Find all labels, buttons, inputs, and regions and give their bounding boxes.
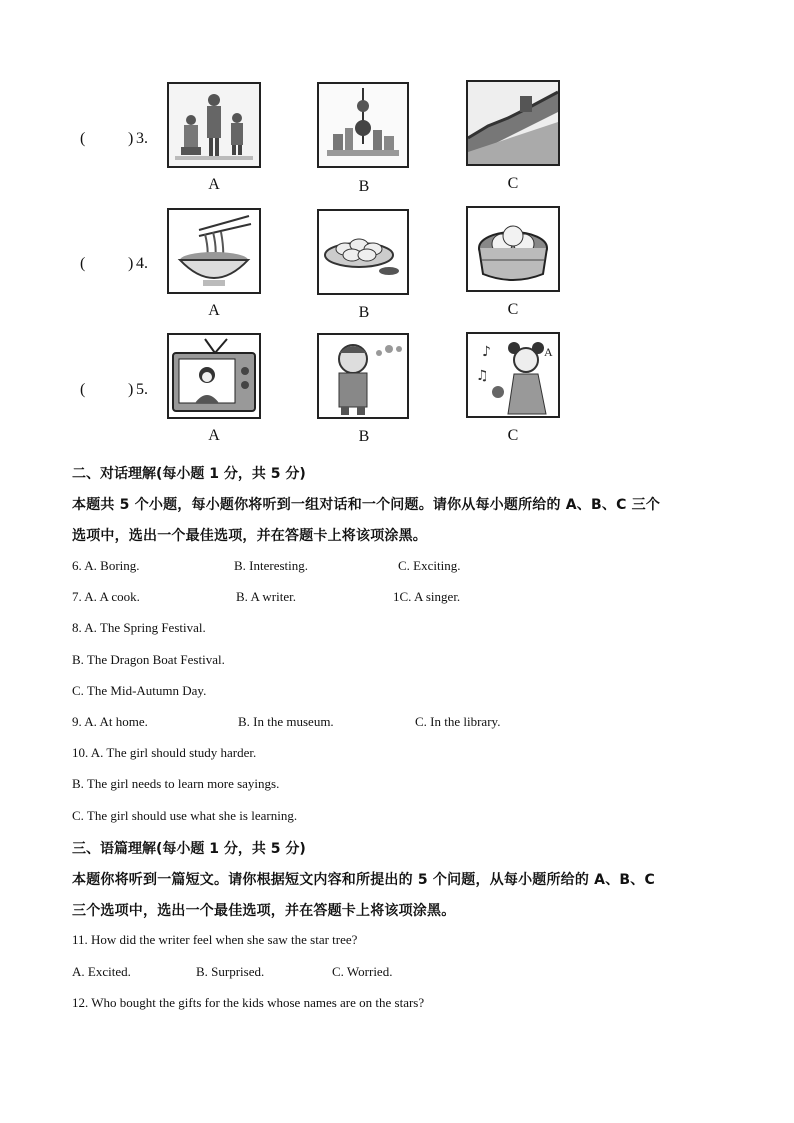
- q9-option-a: 9. A. At home.: [72, 714, 148, 729]
- q12-question: 12. Who bought the gifts for the kids whose names are on the stars?: [72, 995, 425, 1010]
- section-2-instruction-line-1: 本题共 5 个小题，每小题你将听到一组对话和一个问题。请你从每小题所给的 A、B、C 三个: [72, 497, 661, 513]
- q8-option-c: C. The Mid-Autumn Day.: [72, 683, 207, 698]
- q10-option-b: B. The girl needs to learn more sayings.: [72, 776, 280, 791]
- section-2-instruction-line-2: 选项中，选出一个最佳选项，并在答题卡上将该项涂黑。: [72, 528, 427, 544]
- q7-option-b: B. A writer.: [236, 589, 296, 604]
- answer-paren-open: (: [80, 381, 86, 398]
- q6-option-a: 6. A. Boring.: [72, 558, 140, 573]
- steamed-buns-icon: [466, 206, 560, 292]
- answer-paren-open: (: [80, 255, 86, 272]
- section-3-title: 三、语篇理解(每小题 1 分，共 5 分): [72, 841, 306, 857]
- section-3-instruction-line-1: 本题你将听到一篇短文。请你根据短文内容和所提出的 5 个问题，从每小题所给的 A、B、C: [72, 872, 655, 888]
- option-label-c: C: [507, 427, 519, 444]
- boy-thinking-icon: [317, 333, 409, 419]
- answer-paren-close: ): [128, 130, 134, 147]
- answer-paren-open: (: [80, 130, 86, 147]
- section-2-title: 二、对话理解(每小题 1 分，共 5 分): [72, 466, 306, 482]
- terracotta-warriors-icon: [167, 82, 261, 168]
- question-number: 4.: [136, 255, 148, 272]
- q11-option-c: C. Worried.: [332, 964, 393, 979]
- option-label-b: B: [358, 178, 370, 195]
- q6-option-c: C. Exciting.: [398, 558, 461, 573]
- option-label-b: B: [358, 428, 370, 445]
- answer-paren-close: ): [128, 255, 134, 272]
- svg-text:A: A: [544, 345, 553, 359]
- q7-option-c: 1C. A singer.: [393, 589, 461, 604]
- oriental-pearl-tower-icon: [317, 82, 409, 168]
- dumplings-plate-icon: [317, 209, 409, 295]
- q9-option-b: B. In the museum.: [238, 714, 334, 729]
- option-label-c: C: [507, 175, 519, 192]
- option-label-c: C: [507, 301, 519, 318]
- svg-text:♪: ♪: [482, 344, 491, 360]
- q10-option-a: 10. A. The girl should study harder.: [72, 745, 257, 760]
- svg-text:♫: ♫: [476, 368, 489, 384]
- question-number: 5.: [136, 381, 148, 398]
- q11-question: 11. How did the writer feel when she saw the star tree?: [72, 932, 358, 947]
- question-number: 3.: [136, 130, 148, 147]
- section-3-instruction-line-2: 三个选项中，选出一个最佳选项，并在答题卡上将该项涂黑。: [72, 903, 456, 919]
- q9-option-c: C. In the library.: [415, 714, 501, 729]
- option-label-a: A: [208, 427, 220, 444]
- option-label-a: A: [208, 176, 220, 193]
- q11-option-b: B. Surprised.: [196, 964, 265, 979]
- great-wall-icon: [466, 80, 560, 166]
- q10-option-c: C. The girl should use what she is learning.: [72, 808, 298, 823]
- answer-paren-close: ): [128, 381, 134, 398]
- q7-option-a: 7. A. A cook.: [72, 589, 140, 604]
- q11-option-a: A. Excited.: [72, 964, 131, 979]
- noodles-bowl-icon: [167, 208, 261, 294]
- q6-option-b: B. Interesting.: [234, 558, 309, 573]
- q8-option-b: B. The Dragon Boat Festival.: [72, 652, 225, 667]
- option-label-b: B: [358, 304, 370, 321]
- girl-singing-icon: [466, 332, 560, 418]
- option-label-a: A: [208, 302, 220, 319]
- tv-girl-icon: [167, 333, 261, 419]
- q8-option-a: 8. A. The Spring Festival.: [72, 620, 206, 635]
